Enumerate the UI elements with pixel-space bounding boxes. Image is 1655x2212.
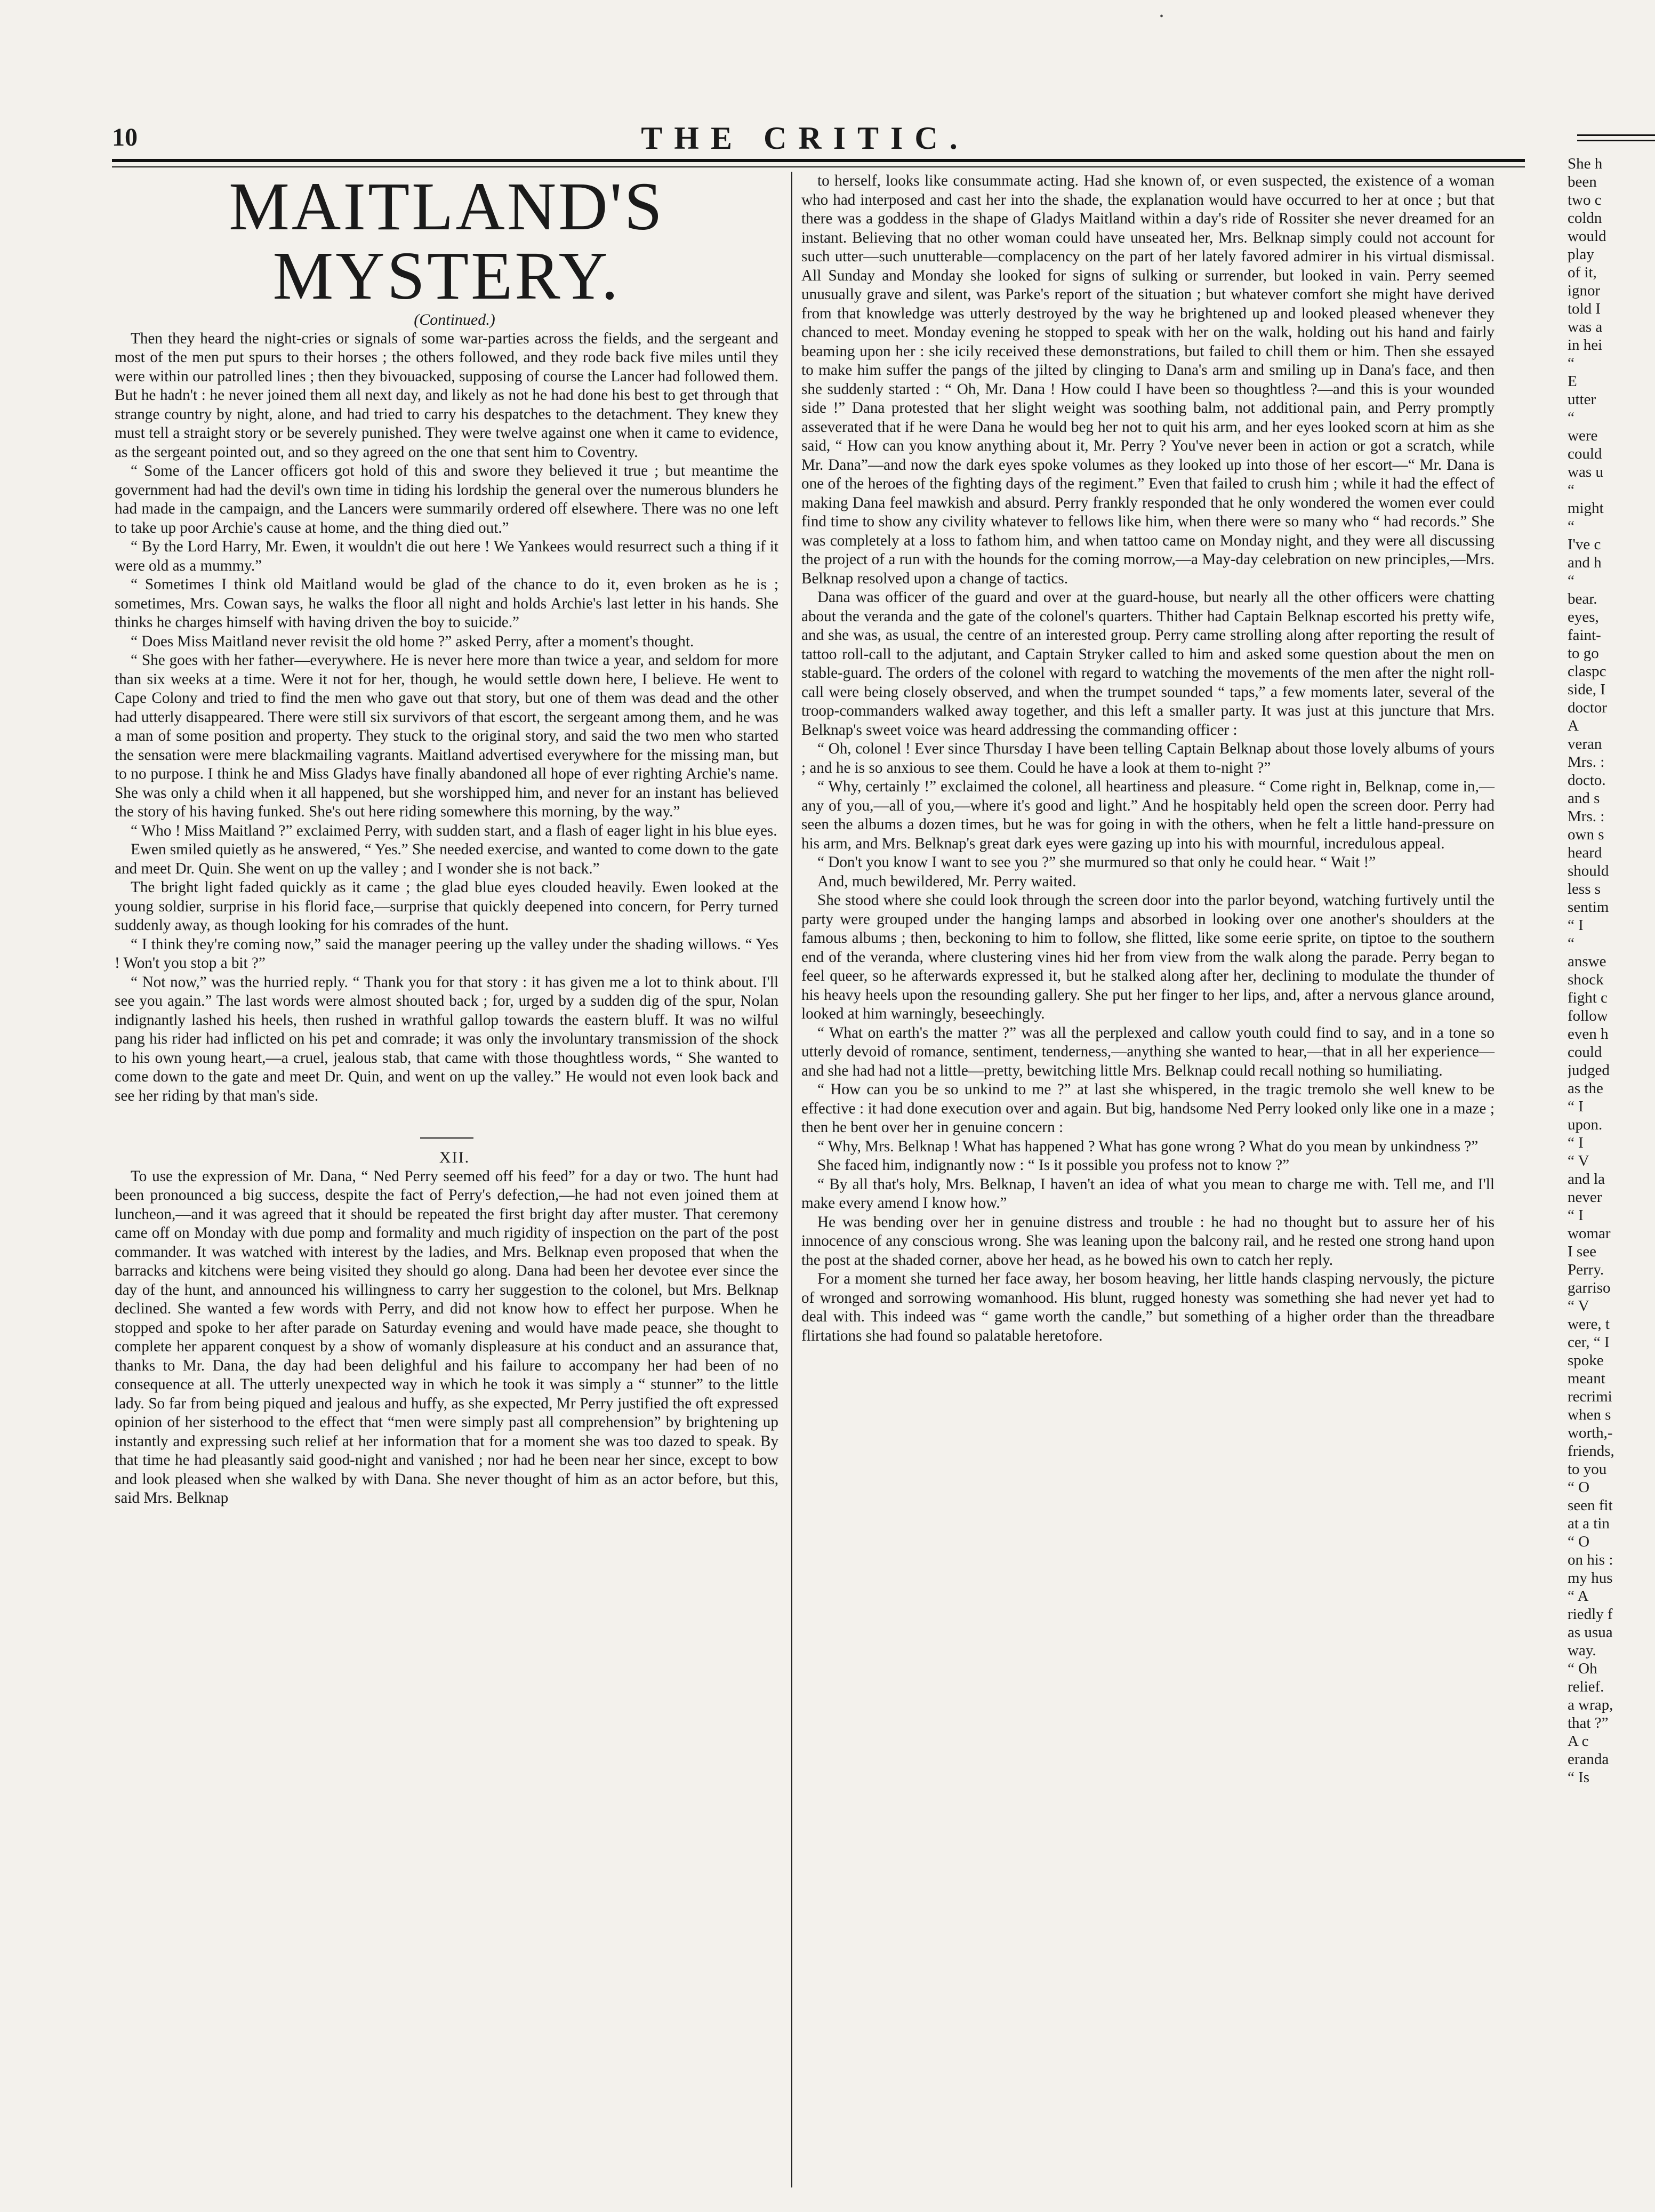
cut-line: eranda <box>1568 1751 1609 1768</box>
paragraph: Then they heard the night-cries or signals of some war-parties across the fields, and the sergeant and most of the men put spurs to their horses ; the others followed, and they rode back five miles until they were within our patrolled lines ; then they bivouacked, supposing of course the Lancer had followed them. But he hadn't : he never joined them all next day, and likely as not he had done his best to get through that strange country by night, alone, and had tried to carry his despatches to the detachment. They knew they must tell a straight story or be severely punished. They were twelve against one when it came to evidence, as the sergeant pointed out, and so they agreed on the one that sent him to Coventry. <box>115 330 778 461</box>
paragraph: And, much bewildered, Mr. Perry waited. <box>817 872 1076 890</box>
cut-line: less s <box>1568 880 1601 897</box>
left-column <box>115 169 778 1508</box>
cut-line: Mrs. : <box>1568 808 1605 825</box>
cut-line: “ <box>1568 518 1574 535</box>
cut-off-column <box>1568 155 1655 1786</box>
cut-line: “ <box>1568 482 1574 499</box>
cut-line: sentim <box>1568 899 1609 916</box>
paragraph: To use the expression of Mr. Dana, “ Ned Perry seemed off his feed” for a day or two. The hunt had been pronounced a big success, despite the fact of Perry's defection,—he had not even joined them at luncheon,—and it was agreed that it should be repeated the first bright day after muster. That ceremony came off on Monday with due pomp and formality and much rigidity of inspection on the part of the post commander. It was watched with interest by the ladies, and Mrs. Belknap even proposed that when the barracks and kitchens were being visited they should go along. Dana had been her devotee ever since the day of the hunt, and announced his willingness to carry her suggestion to the colonel, but Mrs. Belknap declined. She wanted a few words with Perry, and did not know how to effect her purpose. When he stopped and spoke to her after parade on Saturday evening and would have made peace, she thought to complete her apparent conquest by a show of womanly displeasure at his conduct and an assurance that, thanks to Mr. Dana, the day had been delighful and his failure to accompany her had been of no consequence at all. The utterly unexpected way in which he took it was simply a “ stunner” to the little lady. So far from being piqued and jealous and huffy, as she expected, Mr Perry justified the oft expressed opinion of her sisterhood to the effect that “men were simply past all comprehension” by brightening up instantly and expressing such relief at her information that for a moment she was too dazed to speak. By that time he had pleasantly said good-night and vanished ; nor had he been near her since, except to bow and look pleased when she walked by with Dana. She never thought of him as an actor before, but this, said Mrs. Belknap <box>115 1167 778 1506</box>
cut-line: judged <box>1568 1062 1610 1079</box>
cut-line: told I <box>1568 300 1601 317</box>
cut-line: should <box>1568 862 1609 879</box>
cut-line: utter <box>1568 391 1596 408</box>
cut-line: “ I <box>1568 1207 1584 1224</box>
continued-note: (Continued.) <box>414 311 495 328</box>
cut-line: could <box>1568 445 1602 462</box>
cut-line: I see <box>1568 1243 1596 1260</box>
paragraph: “ Don't you know I want to see you ?” she murmured so that only he could hear. “ Wait !” <box>817 854 1376 871</box>
paragraph: “ Why, certainly !” exclaimed the colonel, all heartiness and pleasure. “ Come right in, Belknap, come in,—any of you,—all of you,—where it's good and light.” And he hospitably held open the screen door. Perry had seen the albums a dozen times, but he was for going in with the others, when he felt a little hand-pressure on his arm, and Mrs. Belknap's great dark eyes were gazing up into his with mournful, incredulous appeal. <box>801 778 1495 852</box>
header-rule-thin <box>112 166 1525 167</box>
section-rule <box>420 1137 473 1139</box>
header-rule-thick <box>112 159 1525 162</box>
cut-line: answe <box>1568 953 1606 970</box>
cut-line: “ O <box>1568 1479 1590 1496</box>
cut-line: “ <box>1568 409 1574 426</box>
cut-line: when s <box>1568 1406 1611 1423</box>
cut-line: A <box>1568 717 1579 734</box>
column-divider <box>791 172 792 2187</box>
paragraph: “ By all that's holy, Mrs. Belknap, I haven't an idea of what you mean to charge me with. Tell me, and I'll make every amend I know how.” <box>801 1175 1495 1212</box>
paragraph: She faced him, indignantly now : “ Is it possible you profess not to know ?” <box>817 1157 1290 1174</box>
cut-line: upon. <box>1568 1116 1603 1133</box>
cut-line: “ A <box>1568 1588 1589 1605</box>
right-paragraphs <box>801 172 1495 1345</box>
cut-line: would <box>1568 228 1606 245</box>
cut-line: side, I <box>1568 681 1605 698</box>
cut-line: to you <box>1568 1461 1607 1478</box>
paragraph: “ Does Miss Maitland never revisit the old home ?” asked Perry, after a moment's thought. <box>131 632 694 650</box>
cut-line: could <box>1568 1044 1602 1061</box>
paragraph: “ I think they're coming now,” said the manager peering up the valley under the shading willows. “ Yes ! Won't you stop a bit ?” <box>115 935 778 972</box>
cut-line: on his : <box>1568 1551 1613 1568</box>
next-page-rule <box>1577 140 1655 141</box>
cut-line: seen fit <box>1568 1497 1613 1514</box>
cut-line: in hei <box>1568 336 1603 354</box>
cut-line: docto. <box>1568 772 1606 789</box>
article-title: MAITLAND'S MYSTERY. <box>229 169 664 314</box>
cut-line: never <box>1568 1189 1602 1206</box>
cut-line: “ I <box>1568 1098 1584 1115</box>
cut-line: was a <box>1568 318 1603 335</box>
paragraph: “ Why, Mrs. Belknap ! What has happened ? What has gone wrong ? What do you mean by unkindness ?” <box>817 1137 1479 1155</box>
cut-line: riedly f <box>1568 1606 1613 1623</box>
cut-line: “ O <box>1568 1533 1590 1550</box>
cut-line: that ?” <box>1568 1714 1609 1732</box>
cut-line: She h <box>1568 155 1603 172</box>
cut-line: been <box>1568 173 1597 190</box>
cut-line: garriso <box>1568 1279 1611 1296</box>
cut-line: were, t <box>1568 1316 1610 1333</box>
cut-line: and h <box>1568 554 1602 571</box>
cut-line: way. <box>1568 1642 1596 1659</box>
cut-line: “ <box>1568 355 1574 372</box>
cut-line: veran <box>1568 735 1602 752</box>
cut-line: doctor <box>1568 699 1608 716</box>
paragraph: “ How can you be so unkind to me ?” at last she whispered, in the tragic tremolo she well knew to be effective : it had done execution over and again. But big, handsome Ned Perry looked only like one in a maze ; then he bent over her in genuine concern : <box>801 1081 1495 1136</box>
paragraph: He was bending over her in genuine distress and trouble : he had no thought but to assure her of his innocence of any conscious wrong. She was leaning upon the balcony rail, and he rested one strong hand upon the post at the shaded corner, above her head, as he bowed his own to catch her reply. <box>801 1213 1495 1269</box>
cut-line: was u <box>1568 463 1603 480</box>
paragraph: “ What on earth's the matter ?” was all the perplexed and callow youth could find to say, and in a tone so utterly devoid of romance, sentiment, tenderness,—anything she wanted to hear,—that in all her experience—and she had had not a little—pretty, bewitching little Mrs. Belknap could recall nothing so humiliating. <box>801 1024 1495 1079</box>
paragraph: “ She goes with her father—everywhere. He is never here more than twice a year, and seldom for more than six weeks at a time. Were it not for her, though, he would settle down here, I believe. He went to Cape Colony and tried to find the men who gave out that story, but one of them was dead and the other had utterly disappeared. There were still six survivors of that escort, the sergeant among them, and he was a man of some position and property. They stuck to the original story, and said the two men who started the sensation were mere blackmailing vagrants. Maitland advertised everywhere for the missing man, but to no purpose. I think he and Miss Gladys have finally abandoned all hope of ever righting Archie's name. She was only a child when it all happened, but she worshipped him, and never for an instant has believed the story of his having funked. She's out here riding somewhere this morning, by the way.” <box>115 652 778 820</box>
cut-line: shock <box>1568 971 1604 988</box>
cut-line: womar <box>1568 1225 1611 1242</box>
paragraph: to herself, looks like consummate acting. Had she known of, or even suspected, the existence of a woman who had interposed and cast her into the shade, the explanation would have occurred to her at once ; but that there was a goddess in the shape of Gladys Maitland within a day's ride of Rossiter she never dreamed for an instant. Believing that no other woman could have unseated her, Mrs. Belknap simply could not account for such utter—such unutterable—complacency on the part of her lately favored admirer in his virtual dismissal. All Sunday and Monday she looked for signs of sulking or surrender, but looked in vain. Perry seemed unusually grave and silent, was Parke's report of the situation ; but whatever comfort she might have derived from that knowledge was utterly destroyed by the way he brightened up and looked pleased whenever they chanced to meet. Monday evening he stopped to speak with her on the walk, holding out his hand and fairly beaming upon her : she icily received these demonstrations, but failed to chill them or him. Then she essayed to make him suffer the pangs of the jilted by clinging to Dana's arm and smiling up in Dana's face, and then she suddenly started : “ Oh, Mr. Dana ! How could I have been so thoughtless ?—and this is your wounded side !” Dana protested that her slight weight was soothing balm, not additional pain, and Perry promptly asseverated that if he were Dana he would beg her not to quit his arm, and her eyes looked scorn at him as she said, “ How can you know anything about it, Mr. Perry ? You've never been in action or got a scratch, while Mr. Dana”—and now the dark eyes spoke volumes as they looked up into those of her escort—“ Mr. Dana is one of the heroes of the fighting days of the regiment.” Even that failed to crush him ; while it had the effect of making Dana feel mawkish and absurd. Perry frankly responded that he only wondered the women ever could find time to show any civility whatever to fellows like him, when there were so many who “ had records.” She was completely at a loss to fathom him, and when tattoo came on Monday night, and they were all discussing the project of a run with the hounds for the coming morrow,—a May-day celebration on new principles,—Mrs. Belknap resolved upon a change of tactics. <box>801 172 1495 587</box>
cut-line: “ I <box>1568 1134 1584 1151</box>
paragraph: Ewen smiled quietly as he answered, “ Yes.” She needed exercise, and wanted to come down to the gate and meet Dr. Quin. She went on up the valley ; and I wonder she is not back.” <box>115 841 778 877</box>
page-number: 10 <box>112 123 138 151</box>
cut-line: were <box>1568 427 1598 444</box>
cut-line: E <box>1568 373 1577 390</box>
cut-line: to go <box>1568 645 1599 662</box>
paragraph: “ Sometimes I think old Maitland would be glad of the chance to do it, even broken as he is ; sometimes, Mrs. Cowan says, he walks the floor all night and holds Archie's last letter in his hands. She thinks he charges himself with having driven the boy to suicide.” <box>115 576 778 631</box>
cut-line: relief. <box>1568 1678 1604 1695</box>
cut-line: and s <box>1568 790 1600 807</box>
cut-line: as usua <box>1568 1624 1613 1641</box>
cut-line: might <box>1568 500 1604 517</box>
cut-line: ignor <box>1568 282 1601 299</box>
paragraph: For a moment she turned her face away, her bosom heaving, her little hands clasping nervously, the picture of wronged and sorrowing womanhood. His blunt, rugged honesty was something she had never yet had to deal with. This indeed was “ game worth the candle,” but something of a higher order than the threadbare flirtations she had found so palatable heretofore. <box>801 1270 1495 1344</box>
cut-line: of it, <box>1568 264 1597 281</box>
paragraph: The bright light faded quickly as it came ; the glad blue eyes clouded heavily. Ewen looked at the young soldier, surprise in his florid face,—surprise that quickly deepened into concern, for Perry turned suddenly away, as though looking for his comrades of the hunt. <box>115 879 778 934</box>
paragraph: “ Some of the Lancer officers got hold of this and swore they believed it true ; but meantime the government had had the devil's own time in tiding his lordship the general over the numerous blunders he had made in the campaign, and the Lancers were summarily ordered off elsewhere. There was no one left to take up poor Archie's cause at home, and the thing died out.” <box>115 462 778 536</box>
cut-line: friends, <box>1568 1442 1614 1460</box>
cut-line: “ <box>1568 935 1574 952</box>
cut-line: cer, “ I <box>1568 1334 1610 1351</box>
cut-line: faint- <box>1568 627 1601 644</box>
cut-line: heard <box>1568 844 1602 861</box>
cut-line: “ <box>1568 572 1574 589</box>
cut-line: even h <box>1568 1025 1609 1043</box>
cut-line: A c <box>1568 1733 1589 1750</box>
cut-line: Mrs. : <box>1568 754 1605 771</box>
cut-line: my hus <box>1568 1569 1613 1586</box>
masthead: THE CRITIC. <box>641 121 969 156</box>
cut-line: two c <box>1568 191 1602 209</box>
cut-line: at a tin <box>1568 1515 1610 1532</box>
right-column <box>801 172 1495 1345</box>
paragraph: “ By the Lord Harry, Mr. Ewen, it wouldn't die out here ! We Yankees would resurrect such a thing if it were old as a mummy.” <box>115 538 778 574</box>
cut-line: I've c <box>1568 536 1601 553</box>
paragraph: She stood where she could look through the screen door into the parlor beyond, watching furtively until the party were grouped under the hanging lamps and absorbed in looking over one another's shoulders at the famous albums ; then, beckoning to him to follow, she flitted, like some eerie sprite, on tiptoe to the southern end of the veranda, where clustering vines hid her from view from the walk along the parade. Perry began to feel queer, so he afterwards expressed it, but he stalked along after her, declining to modulate the thunder of his heavy heels upon the resounding gallery. She put her finger to her lips, and, after a nervous glance around, looked at him warningly, beseechingly. <box>801 892 1495 1022</box>
cut-line: recrimi <box>1568 1388 1612 1405</box>
cut-line: follow <box>1568 1007 1608 1024</box>
cut-line: “ Oh <box>1568 1660 1597 1677</box>
next-page-rule <box>1577 134 1655 136</box>
cut-line: “ V <box>1568 1297 1589 1315</box>
cut-line: meant <box>1568 1370 1605 1387</box>
cut-line: spoke <box>1568 1352 1604 1369</box>
cut-line: play <box>1568 246 1594 263</box>
cut-line: “ V <box>1568 1152 1589 1169</box>
cut-line: as the <box>1568 1080 1603 1097</box>
cut-line: coldn <box>1568 210 1602 227</box>
section-number: XII. <box>439 1149 470 1166</box>
cut-line: own s <box>1568 826 1604 843</box>
cut-line: a wrap, <box>1568 1696 1613 1713</box>
left-paragraphs-after <box>115 1167 778 1508</box>
cut-line: fight c <box>1568 989 1608 1006</box>
cut-line: “ Is <box>1568 1769 1590 1786</box>
left-paragraphs <box>115 330 778 1106</box>
cut-line: “ I <box>1568 917 1584 934</box>
paragraph: Dana was officer of the guard and over at the guard-house, but nearly all the other officers were chatting about the veranda and the gate of the colonel's quarters. Thither had Captain Belknap escorted his pretty wife, and she was, as usual, the centre of an interested group. Perry came strolling along after reporting the result of tattoo roll-call to the adjutant, and Captain Stryker called to him and asked some question about the men on stable-guard. The orders of the colonel with regard to watching the movements of the men after the night roll-call were being closely observed, and when the trumpet sounded “ taps,” a few moments later, several of the troop-commanders walked away together, and this left a smaller party. It was just at this juncture that Mrs. Belknap's sweet voice was heard addressing the commanding officer : <box>801 589 1495 739</box>
paragraph: “ Oh, colonel ! Ever since Thursday I have been telling Captain Belknap about those lovely albums of yours ; and he is so anxious to see them. Could he have a look at them to-night ?” <box>801 740 1495 776</box>
cut-line: bear. <box>1568 590 1597 607</box>
cut-line: and la <box>1568 1171 1605 1188</box>
cut-line: eyes, <box>1568 608 1599 626</box>
ink-speck: • <box>1160 11 1164 22</box>
cut-line: Perry. <box>1568 1261 1604 1278</box>
cut-line: claspc <box>1568 663 1606 680</box>
cut-line: worth,- <box>1568 1424 1613 1441</box>
paragraph: “ Who ! Miss Maitland ?” exclaimed Perry, with sudden start, and a flash of eager light in his blue eyes. <box>131 822 777 839</box>
paragraph: “ Not now,” was the hurried reply. “ Thank you for that story : it has given me a lot to think about. I'll see you again.” The last words were almost shouted back ; for, urged by a sudden dig of the spur, Nolan indignantly lashed his heels, then rushed in wrathful gallop towards the eastern bluff. It was no wilful pang his rider had inflicted on his pet and comrade; it was only the involuntary transmission of the shock to his own young heart,—a cruel, jealous stab, that came with those thoughtless words, “ She wanted to come down to the gate and meet Dr. Quin, and went on up the valley.” He would not even look back and see her riding by that man's side. <box>115 973 778 1104</box>
